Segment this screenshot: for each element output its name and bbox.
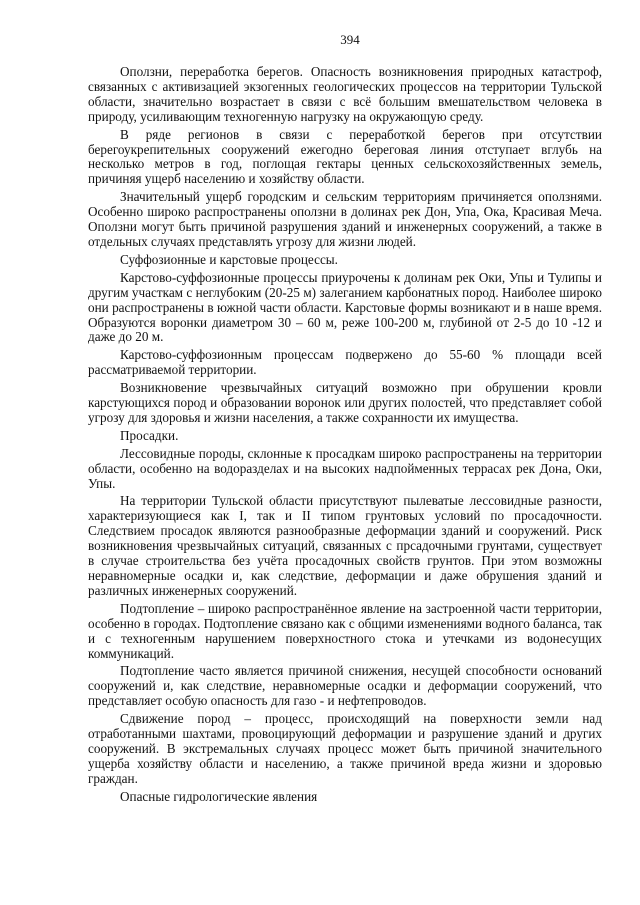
paragraph-landslides: Оползни, переработка берегов. Опасность возникновения природных катастроф, связанных с активизацией экзогенных геологических процессов на территории Тульской области, значительно возрастает в связи с всё большим вмешательством человека в природу, усиливающим техногенную нагрузку на окружающую среду.: [88, 64, 602, 124]
paragraph-heading-hydrology: Опасные гидрологические явления: [120, 788, 318, 804]
paragraph-rock-displacement: Сдвижение пород – процесс, происходящий на поверхности земли над отработанными шахтами, провоцирующий деформации и разрушение зданий и других сооружений. В экстремальных случаях процесс может быть причиной значительного ущерба хозяйству области и населению, а также причиной вреда жизни и здоровью граждан.: [88, 711, 602, 786]
paragraph-flooding: Подтопление – широко распространённое явление на застроенной части территории, особенно в городах. Подтопление связано как с общими изменениями водного баланса, так и с техногенным нарушением поверхностного стока и утечками из водонесущих коммуникаций.: [88, 600, 602, 661]
paragraph-karst-processes: Карстово-суффозионные процессы приурочены к долинам рек Оки, Упы и Тулипы и другим участкам с неглубоким (20-25 м) залеганием карбонатных пород. Наиболее широко они распространены в южной части области. Карстовые формы возникают и в наше время. Образуются воронки диаметром 30 – 60 м, реже 100-200 м, глубиной от 2-5 до 10 -12 и даже до 20 м.: [88, 269, 602, 345]
paragraph-loess-tula: На территории Тульской области присутствуют пылеватые лессовидные разности, характеризующиеся как I, так и II типом грунтовых условий по просадочности. Следствием просадок являются разнообразные деформации зданий и сооружений. Риск возникновения чрезвычайных ситуаций, связанных с прсадочными грунтами, существует в случае строительства без учёта просадочных свойств грунтов. При этом возможны неравномерные осадки и, как следствие, деформации и даже обрушения зданий и различных инженерных сооружений.: [88, 493, 602, 598]
paragraph-karst-emergencies: Возникновение чрезвычайных ситуаций возможно при обрушении кровли карстующихся пород и образовании воронок или других полостей, что представляет собой угрозу для здоровья и жизни населения, а также сохранности их имущества.: [88, 380, 602, 425]
paragraph-heading-subsidence: Просадки.: [120, 427, 179, 443]
paragraph-karst-area: Карстово-суффозионным процессам подвержено до 55-60 % площади всей рассматриваемой территории.: [88, 347, 602, 378]
paragraph-heading-karst: Суффозионные и карстовые процессы.: [120, 251, 338, 267]
paragraph-landslide-damage: Значительный ущерб городским и сельским территориям причиняется оползнями. Особенно широко распространены оползни в долинах рек Дон, Упа, Ока, Красивая Меча. Оползни могут быть причиной разрушения зданий и инженерных сооружений, а также в отдельных случаях представлять угрозу для жизни людей.: [88, 189, 602, 249]
page-number: 394: [340, 32, 360, 47]
paragraph-shore-erosion: В ряде регионов в связи с переработкой берегов при отсутствии берегоукрепительных сооружений ежегодно береговая линия отступает вглубь на несколько метров в год, поглощая гектары ценных сельскохозяйственных земель, причиняя ущерб населению и хозяйству области.: [88, 126, 602, 187]
paragraph-loess: Лессовидные породы, склонные к просадкам широко распространены на территории области, особенно на водоразделах и на высоких надпойменных террасах рек Дона, Оки, Упы.: [88, 445, 602, 491]
paragraph-flooding-effects: Подтопление часто является причиной снижения, несущей способности оснований сооружений и, как следствие, неравномерные осадки и деформации сооружений, что представляет особую опасность для газо - и нефтепроводов.: [88, 663, 602, 709]
